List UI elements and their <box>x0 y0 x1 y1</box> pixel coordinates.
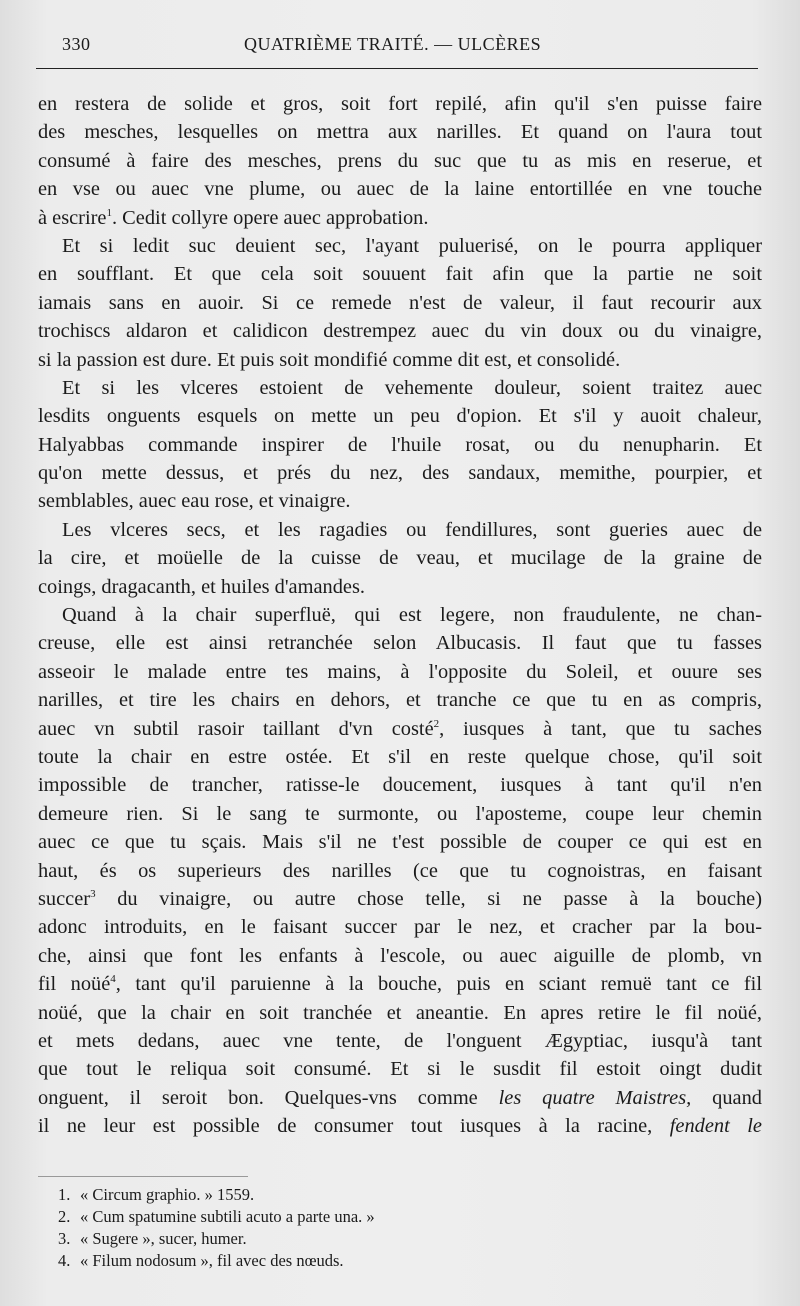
running-title: QUATRIÈME TRAITÉ. — ULCÈRES <box>244 34 542 54</box>
footnote-number: 1. <box>58 1185 71 1204</box>
text-line <box>38 459 762 487</box>
footnote-reference: 3 <box>90 888 96 901</box>
text-line <box>38 317 762 345</box>
text-line <box>38 289 762 317</box>
text-line <box>38 686 762 714</box>
text-segment: Quand à la chair superfluë, qui est legere, non fraudulente, ne chan- <box>62 604 762 627</box>
text-line <box>38 771 762 799</box>
text-line <box>38 516 762 544</box>
text-segment: consumé à faire des mesches, prens du suc que tu as mis en reserue, et <box>38 149 762 172</box>
italic-segment: fendent le <box>652 1115 762 1138</box>
text-line <box>38 232 762 260</box>
text-segment: , tant qu'il paruienne à la bouche, puis en sciant remuë tant ce fil <box>115 973 762 996</box>
text-segment: si la passion est dure. Et puis soit mondifié comme dit est, et consolidé. <box>38 348 621 371</box>
text-segment: onguent, il seroit bon. Quelques-vns comme <box>38 1086 478 1109</box>
header-rule <box>36 68 758 69</box>
text-line <box>38 204 762 232</box>
text-segment: auec vn subtil rasoir taillant d'vn costé <box>38 717 434 740</box>
text-segment: Halyabbas commande inspirer de l'huile rosat, ou du nenupharin. Et <box>38 433 762 456</box>
footnote-number: 4. <box>58 1251 71 1270</box>
text-line <box>38 1055 762 1083</box>
text-segment: semblables, auec eau rose, et vinaigre. <box>38 490 351 513</box>
text-segment: Et si les vlceres estoient de vehemente douleur, soient traitez auec <box>62 376 762 399</box>
text-segment: en vse ou auec vne plume, ou auec de la laine entortillée en vne touche <box>38 178 762 201</box>
text-line <box>38 175 762 203</box>
text-segment: impossible de trancher, ratisse-le doucement, iusques à tant qu'il n'en <box>38 774 762 797</box>
footnote <box>58 1184 718 1206</box>
text-line <box>38 402 762 430</box>
text-segment: . Cedit collyre opere auec approbation. <box>111 206 429 229</box>
footnote-number: 3. <box>58 1229 71 1248</box>
text-line <box>38 431 762 459</box>
text-line <box>38 885 762 913</box>
text-line <box>38 90 762 118</box>
text-line <box>38 658 762 686</box>
text-line <box>38 913 762 941</box>
text-line <box>38 118 762 146</box>
text-line <box>38 374 762 402</box>
text-segment: toute la chair en estre ostée. Et s'il en reste quelque chose, qu'il soit <box>38 745 762 768</box>
text-segment: que tout le reliqua soit consumé. Et si le susdit fil estoit oingt dudit <box>38 1058 762 1081</box>
text-line <box>38 487 762 515</box>
text-segment: asseoir le malade entre tes mains, à l'opposite du Soleil, et ouure ses <box>38 660 762 683</box>
text-segment: Et si ledit suc deuient sec, l'ayant puluerisé, on le pourra appliquer <box>62 234 762 257</box>
text-line <box>38 1112 762 1140</box>
footnotes <box>58 1184 718 1272</box>
text-segment: lesdits onguents esquels on mette un peu d'opion. Et s'il y auoit chaleur, <box>38 405 762 428</box>
text-line <box>38 629 762 657</box>
footnote-reference: 1 <box>106 206 112 219</box>
text-line <box>38 1084 762 1112</box>
text-segment: quand <box>691 1086 762 1109</box>
text-segment: des mesches, lesquelles on mettra aux narilles. Et quand on l'aura tout <box>38 121 762 144</box>
text-segment: qu'on mette dessus, et prés du nez, des sandaux, memithe, pourpier, et <box>38 462 762 485</box>
text-line <box>38 743 762 771</box>
footnote-reference: 2 <box>433 717 440 730</box>
footnote <box>58 1206 718 1228</box>
text-line <box>38 857 762 885</box>
footnote-number: 2. <box>58 1207 71 1226</box>
text-segment: adonc introduits, en le faisant succer par le nez, et cracher par la bou- <box>38 916 762 939</box>
footnote-text: « Filum nodosum », fil avec des nœuds. <box>80 1251 344 1270</box>
text-line <box>38 800 762 828</box>
text-segment: il ne leur est possible de consumer tout iusques à la racine, <box>38 1115 653 1138</box>
text-segment: demeure rien. Si le sang te surmonte, ou l'aposteme, coupe leur chemin <box>38 802 762 825</box>
text-segment: Les vlceres secs, et les ragadies ou fendillures, sont gueries auec de <box>62 518 762 541</box>
text-segment: iamais sans en auoir. Si ce remede n'est de valeur, il faut recourir aux <box>38 291 762 314</box>
text-segment: en restera de solide et gros, soit fort repilé, afin qu'il s'en puisse faire <box>38 93 762 115</box>
page-number: 330 <box>62 34 91 54</box>
text-segment: auec ce que tu sçais. Mais s'il ne t'est possible de couper ce qui est en <box>38 831 762 854</box>
text-line <box>38 828 762 856</box>
text-line <box>38 601 762 629</box>
text-segment: narilles, et tire les chairs en dehors, et tranche ce que tu en as compris, <box>38 689 762 712</box>
text-segment: à escrire <box>38 206 107 229</box>
italic-segment: les quatre Maistres, <box>477 1086 692 1109</box>
text-line <box>38 999 762 1027</box>
running-header <box>36 34 756 58</box>
text-line <box>38 1027 762 1055</box>
text-line <box>38 544 762 572</box>
text-segment: noüé, que la chair en soit tranchée et aneantie. En apres retire le fil noüé, <box>38 1001 762 1024</box>
footnote-text: « Cum spatumine subtili acuto a parte una. » <box>80 1207 375 1226</box>
text-line <box>38 573 762 601</box>
footnote-text: « Circum graphio. » 1559. <box>80 1185 255 1204</box>
text-segment: la cire, et moüelle de la cuisse de veau, et mucilage de la graine de <box>38 547 762 570</box>
footnote <box>58 1228 718 1250</box>
text-line <box>38 346 762 374</box>
text-segment: du vinaigre, ou autre chose telle, si ne passe à la bouche) <box>95 887 762 910</box>
text-segment: haut, és os superieurs des narilles (ce que tu cognoistras, en faisant <box>38 859 762 882</box>
text-line <box>38 260 762 288</box>
footnote <box>58 1250 718 1272</box>
footnote-rule <box>38 1176 248 1177</box>
text-line <box>38 942 762 970</box>
text-segment: che, ainsi que font les enfants à l'escole, ou auec aiguille de plomb, vn <box>38 944 762 967</box>
text-segment: , iusques à tant, que tu saches <box>439 717 762 740</box>
footnote-text: « Sugere », sucer, humer. <box>80 1229 247 1248</box>
text-segment: fil noüé <box>38 973 111 996</box>
text-line <box>38 715 762 743</box>
text-segment: en soufflant. Et que cela soit souuent fait afin que la partie ne soit <box>38 263 762 286</box>
body-text <box>38 90 762 1140</box>
text-segment: creuse, elle est ainsi retranchée selon Albucasis. Il faut que tu fasses <box>38 632 762 655</box>
text-segment: succer <box>38 887 91 910</box>
text-line <box>38 970 762 998</box>
footnote-reference: 4 <box>110 973 116 986</box>
text-segment: et mets dedans, auec vne tente, de l'onguent Ægyptiac, iusqu'à tant <box>38 1029 762 1052</box>
text-segment: trochiscs aldaron et calidicon destrempez auec du vin doux ou du vinaigre, <box>38 320 762 343</box>
text-line <box>38 147 762 175</box>
text-segment: coings, dragacanth, et huiles d'amandes. <box>38 575 365 598</box>
